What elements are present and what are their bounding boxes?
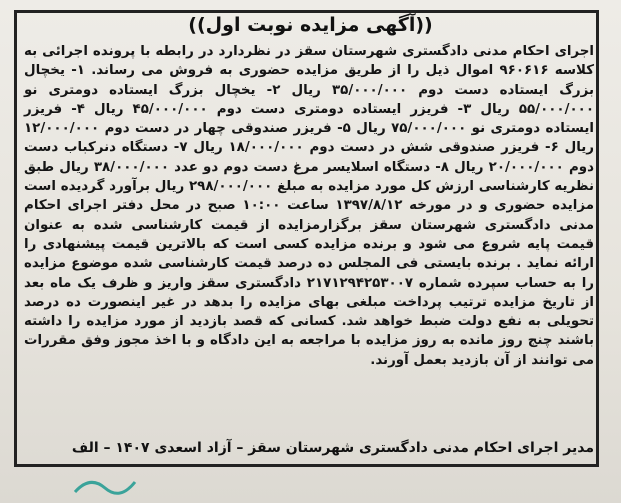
notice-title: ((آگهی مزایده نوبت اول)) (188, 14, 433, 36)
ink-mark-icon (70, 470, 140, 500)
notice-signature: مدیر اجرای احکام مدنی دادگستری شهرستان سقز – آزاد اسعدی ۱۴۰۷ – الف (71, 440, 594, 456)
notice-body: اجرای احکام مدنی دادگستری شهرستان سقز در نظردارد در رابطه با پرونده اجرائی به کلاسه ۹۶۰۶۱۶ اموال ذیل را از طریق مزایده حضوری به فروش می رساند. ۱- یخچال بزرگ ایستاده دست دوم ۳۵/۰۰۰/۰۰۰ ریال ۲- یخچال بزرگ ایستاده دومتری نو ۵۵/۰۰۰/۰۰۰ ریال ۳- فریزر ایستاده دومتری دست دوم ۴۵/۰۰۰/۰۰۰ ریال ۴- فریزر ایستاده دومتری نو ۷۵/۰۰۰/۰۰۰ ریال ۵- فریزر صندوقی چهار در دست دوم ۱۲/۰۰۰/۰۰۰ ریال ۶- فریزر صندوقی شش در دست دوم ۱۸/۰۰۰/۰۰۰ ریال ۷- دستگاه دنرکباب دست دوم ۲۰/۰۰۰/۰۰۰ ریال ۸- دستگاه اسلایسر مرغ دست دوم دو عدد ۳۸/۰۰۰/۰۰۰ ریال طبق نظریه کارشناسی ارزش کل مورد مزایده به مبلغ ۲۹۸/۰۰۰/۰۰۰ ریال برآورد گردیده است مزایده حضوری و در مورخه ۱۳۹۷/۸/۱۲ ساعت ۱۰:۰۰ صبح در محل دفتر اجرای احکام مدنی دادگستری شهرستان سقز برگزارمزایده از قیمت کارشناسی شده به عنوان قیمت پایه شروع می شود و برنده مزایده کسی است که بالاترین قیمت پیشنهادی را ارائه نماید . برنده بایستی فی المجلس ده درصد قیمت کارشناسی شده موضوع مزایده را به حساب سپرده شماره ۲۱۷۱۲۹۴۲۵۳۰۰۷ دادگستری سقز واریز و ظرف یک ماه بعد از تاریخ مزایده ترتیب پرداخت مبلغی بهای مزایده را بدهد در غیر اینصورت ده درصد تحویلی به نفع دولت ضبط خواهد شد. کسانی که قصد بازدید از مورد مزایده را داشته باشند چنج روز مانده به روز مزایده با مراجعه به این دادگاه و با اخذ مجوز وفق مقررات می توانند از آن بازدید بعمل آورند. (24, 44, 595, 368)
